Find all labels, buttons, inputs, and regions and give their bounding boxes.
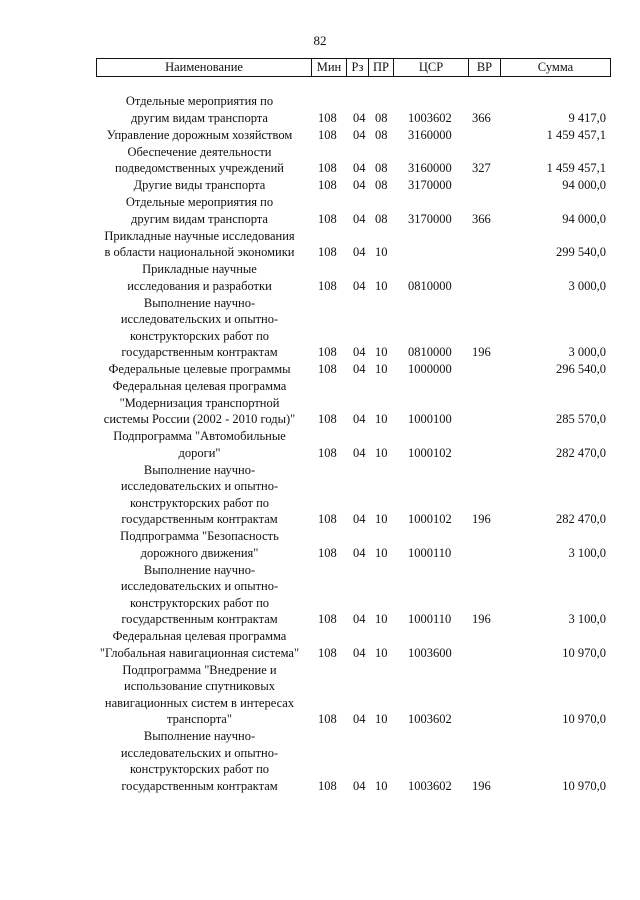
table-row xyxy=(0,728,640,795)
cell-rz: 04 xyxy=(353,412,366,426)
cell-min: 108 xyxy=(318,211,337,226)
cell-vr: 196 xyxy=(472,512,491,526)
cell-csr: 3170000 xyxy=(408,211,452,226)
table-row xyxy=(0,378,640,428)
cell-pr: 10 xyxy=(375,512,388,526)
cell-pr: 10 xyxy=(375,362,388,376)
row-name xyxy=(87,428,312,461)
row-name xyxy=(87,194,312,227)
cell-pr: 08 xyxy=(375,110,388,125)
row-name-line: Подпрограмма "Автомобильные xyxy=(113,429,286,443)
cell-rz: 04 xyxy=(353,362,366,376)
cell-min: 108 xyxy=(318,645,337,660)
cell-pr: 10 xyxy=(375,712,388,726)
cell-sum: 10 970,0 xyxy=(562,645,606,660)
cell-min: 108 xyxy=(318,245,337,259)
header-min: Мин xyxy=(312,59,347,76)
row-name-line: другим видам транспорта xyxy=(131,110,268,125)
row-name-line: Прикладные научные исследования xyxy=(104,228,295,243)
cell-sum: 282 470,0 xyxy=(556,512,606,526)
cell-pr: 10 xyxy=(375,778,388,793)
row-name-line: Отдельные мероприятия по xyxy=(125,94,274,108)
cell-pr: 10 xyxy=(375,545,388,560)
cell-min: 108 xyxy=(318,110,337,125)
row-name xyxy=(87,127,312,144)
cell-sum: 94 000,0 xyxy=(562,211,606,226)
cell-vr: 196 xyxy=(472,345,491,359)
cell-sum: 3 000,0 xyxy=(568,345,606,359)
cell-min: 108 xyxy=(318,161,337,175)
table-row xyxy=(0,462,640,529)
cell-csr: 3160000 xyxy=(408,127,452,142)
cell-pr: 10 xyxy=(375,645,388,660)
cell-pr: 08 xyxy=(375,127,388,142)
row-name-line: Федеральная целевая программа xyxy=(112,379,287,393)
row-name-line: исследовательских и опытно- xyxy=(120,579,279,593)
cell-pr: 08 xyxy=(375,211,388,226)
cell-sum: 3 000,0 xyxy=(568,278,606,293)
cell-csr: 1000110 xyxy=(408,612,452,626)
cell-rz: 04 xyxy=(353,778,366,793)
row-name-line: государственным контрактам xyxy=(121,512,278,526)
cell-sum: 299 540,0 xyxy=(556,245,606,259)
cell-min: 108 xyxy=(318,278,337,293)
cell-csr: 3160000 xyxy=(408,161,452,175)
cell-csr: 0810000 xyxy=(408,345,452,359)
cell-pr: 10 xyxy=(375,245,388,259)
cell-rz: 04 xyxy=(353,512,366,526)
row-name-line: конструкторских работ по xyxy=(129,328,270,343)
cell-csr: 1000100 xyxy=(408,412,452,426)
cell-csr: 0810000 xyxy=(408,278,452,293)
row-name-line: исследовательских и опытно- xyxy=(120,312,279,326)
cell-min: 108 xyxy=(318,345,337,359)
cell-pr: 10 xyxy=(375,412,388,426)
table-row xyxy=(0,144,640,178)
row-name-line: исследования и разработки xyxy=(127,278,272,293)
table-row xyxy=(0,628,640,662)
cell-csr: 1000110 xyxy=(408,545,452,560)
cell-pr: 10 xyxy=(375,612,388,626)
row-name-line: "Глобальная навигационная система" xyxy=(99,645,300,660)
cell-rz: 04 xyxy=(353,345,366,359)
cell-rz: 04 xyxy=(353,278,366,293)
cell-min: 108 xyxy=(318,612,337,626)
cell-pr: 10 xyxy=(375,278,388,293)
cell-sum: 1 459 457,1 xyxy=(546,127,606,142)
table-row xyxy=(0,127,640,144)
table-row xyxy=(0,428,640,462)
cell-sum: 1 459 457,1 xyxy=(546,161,606,175)
cell-sum: 296 540,0 xyxy=(556,362,606,376)
row-name-line: Обеспечение деятельности xyxy=(127,144,272,159)
cell-rz: 04 xyxy=(353,545,366,560)
table-row xyxy=(0,528,640,562)
row-name-line: исследовательских и опытно- xyxy=(120,745,279,760)
row-name-line: навигационных систем в интересах xyxy=(104,695,295,710)
cell-min: 108 xyxy=(318,178,337,192)
row-name-line: использование спутниковых xyxy=(124,679,275,693)
table-header xyxy=(96,58,611,77)
table-row xyxy=(0,93,640,127)
table-row xyxy=(0,295,640,362)
table-row xyxy=(0,261,640,295)
row-name xyxy=(87,144,312,177)
row-name xyxy=(87,93,312,126)
row-name-line: в области национальной экономики xyxy=(104,245,295,259)
row-name-line: "Модернизация транспортной xyxy=(119,395,280,410)
table-row xyxy=(0,177,640,194)
cell-min: 108 xyxy=(318,545,337,560)
row-name-line: Выполнение научно- xyxy=(143,462,256,477)
row-name-line: Отдельные мероприятия по xyxy=(125,195,274,209)
cell-vr: 196 xyxy=(472,612,491,626)
cell-sum: 10 970,0 xyxy=(562,712,606,726)
cell-sum: 3 100,0 xyxy=(568,545,606,560)
table-row xyxy=(0,562,640,629)
cell-sum: 94 000,0 xyxy=(562,178,606,192)
row-name xyxy=(87,361,312,378)
cell-rz: 04 xyxy=(353,178,366,192)
row-name xyxy=(87,261,312,294)
cell-min: 108 xyxy=(318,445,337,460)
row-name-line: Подпрограмма "Безопасность xyxy=(120,529,279,543)
cell-rz: 04 xyxy=(353,245,366,259)
row-name-line: государственным контрактам xyxy=(121,612,278,626)
header-pr: ПР xyxy=(369,59,394,76)
cell-csr: 1003602 xyxy=(408,110,452,125)
row-name xyxy=(87,528,312,561)
header-sum: Сумма xyxy=(537,60,574,74)
cell-min: 108 xyxy=(318,412,337,426)
cell-csr: 1000000 xyxy=(408,362,452,376)
row-name-line: системы России (2002 - 2010 годы)" xyxy=(103,412,296,426)
cell-rz: 04 xyxy=(353,161,366,175)
row-name-line: Выполнение научно- xyxy=(143,729,256,743)
cell-pr: 08 xyxy=(375,161,388,175)
row-name-line: Выполнение научно- xyxy=(143,295,256,310)
cell-csr: 1003600 xyxy=(408,645,452,660)
row-name xyxy=(87,662,312,728)
cell-pr: 10 xyxy=(375,445,388,460)
cell-rz: 04 xyxy=(353,612,366,626)
row-name xyxy=(87,177,312,194)
cell-vr: 366 xyxy=(472,211,491,226)
row-name-line: конструкторских работ по xyxy=(129,495,270,510)
cell-rz: 04 xyxy=(353,445,366,460)
row-name xyxy=(87,295,312,361)
cell-min: 108 xyxy=(318,512,337,526)
row-name-line: Другие виды транспорта xyxy=(133,178,266,192)
header-name: Наименование xyxy=(97,59,312,76)
row-name-line: Управление дорожным хозяйством xyxy=(106,127,293,142)
cell-sum: 9 417,0 xyxy=(568,110,606,125)
cell-csr: 1003602 xyxy=(408,778,452,793)
row-name-line: Федеральная целевая программа xyxy=(112,629,287,643)
cell-min: 108 xyxy=(318,127,337,142)
row-name-line: подведомственных учреждений xyxy=(115,161,284,175)
table-row xyxy=(0,662,640,729)
row-name-line: государственным контрактам xyxy=(121,778,278,793)
row-name-line: конструкторских работ по xyxy=(129,595,270,610)
row-name xyxy=(87,562,312,628)
row-name-line: Подпрограмма "Внедрение и xyxy=(122,662,277,677)
row-name xyxy=(87,378,312,428)
cell-csr: 1000102 xyxy=(408,445,452,460)
row-name xyxy=(87,228,312,261)
cell-vr: 366 xyxy=(472,110,491,125)
cell-vr: 327 xyxy=(472,161,491,175)
row-name-line: исследовательских и опытно- xyxy=(120,479,279,493)
page-number: 82 xyxy=(313,33,327,48)
row-name xyxy=(87,628,312,661)
cell-rz: 04 xyxy=(353,127,366,142)
cell-pr: 10 xyxy=(375,345,388,359)
header-rz: Рз xyxy=(347,59,369,76)
cell-vr: 196 xyxy=(472,778,491,793)
cell-rz: 04 xyxy=(353,645,366,660)
row-name-line: другим видам транспорта xyxy=(131,211,268,226)
row-name xyxy=(87,462,312,528)
cell-csr: 1000102 xyxy=(408,512,452,526)
cell-min: 108 xyxy=(318,778,337,793)
table-body xyxy=(0,93,640,795)
row-name-line: дорожного движения" xyxy=(140,545,259,560)
cell-sum: 3 100,0 xyxy=(568,612,606,626)
table-row xyxy=(0,361,640,378)
row-name-line: Выполнение научно- xyxy=(143,562,256,577)
table-row xyxy=(0,194,640,228)
header-csr: ЦСР xyxy=(394,59,469,76)
cell-min: 108 xyxy=(318,362,337,376)
cell-pr: 08 xyxy=(375,178,388,192)
cell-min: 108 xyxy=(318,712,337,726)
row-name-line: конструкторских работ по xyxy=(129,762,270,776)
header-vr: ВР xyxy=(469,59,501,76)
cell-rz: 04 xyxy=(353,110,366,125)
cell-csr: 1003602 xyxy=(408,712,452,726)
cell-rz: 04 xyxy=(353,712,366,726)
cell-csr: 3170000 xyxy=(408,178,452,192)
row-name-line: Прикладные научные xyxy=(142,262,257,276)
row-name-line: дороги" xyxy=(178,445,221,460)
row-name-line: транспорта" xyxy=(167,712,232,726)
cell-sum: 10 970,0 xyxy=(562,778,606,793)
cell-rz: 04 xyxy=(353,211,366,226)
row-name-line: Федеральные целевые программы xyxy=(108,362,291,376)
cell-sum: 282 470,0 xyxy=(556,445,606,460)
row-name xyxy=(87,728,312,794)
row-name-line: государственным контрактам xyxy=(121,345,278,359)
cell-sum: 285 570,0 xyxy=(556,412,606,426)
table-row xyxy=(0,228,640,262)
